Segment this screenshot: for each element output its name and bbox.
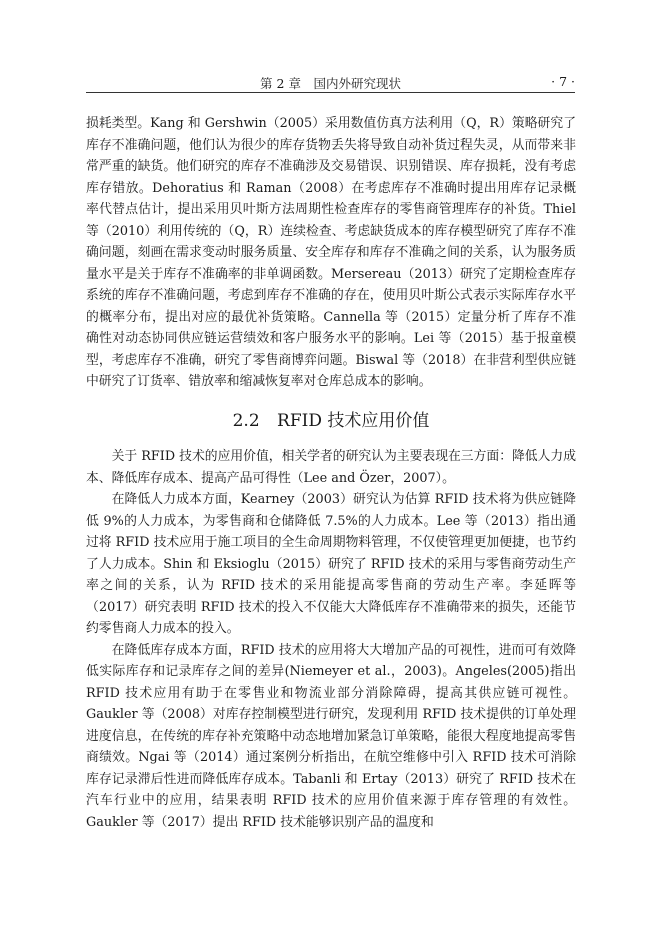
page-header [86, 72, 575, 94]
page-body [86, 113, 576, 833]
chapter-title: 第 2 章 国内外研究现状 [260, 76, 401, 91]
page-number: · 7 · [551, 74, 575, 89]
paragraph: 在降低人力成本方面，Kearney（2003）研究认为估算 RFID 技术将为供应链降低 9%的人力成本，为零售商和仓储降低 7.5%的人力成本。Lee 等（2013）指出通过将 RFID 技术应用于施工项目的全生命周期物料管理，不仅使管理更加便捷，也节约了人力成本。Shin 和 Eksioglu（2015）研究了 RFID 技术的采用与零售商劳动生产率之间的关系，认为 RFID 技术的采用能提高零售商的劳动生产率。李延晖等（2017）研究表明 RFID 技术的投入不仅能大大降低库存不准确带来的损失，还能节约零售商人力成本的投入。 [86, 492, 576, 636]
section-title: RFID 技术应用价值 [277, 410, 430, 431]
section-heading [86, 411, 576, 433]
paragraph: 在降低库存成本方面，RFID 技术的应用将大大增加产品的可视性，进而可有效降低实际库存和记录库存之间的差异(Niemeyer et al.，2003)。Angeles(2005)指出 RFID 技术应用有助于在零售业和物流业部分消除障碍，提高其供应链可视性。Gaukler 等（2008）对库存控制模型进行研究，发现利用 RFID 技术提供的订单处理进度信息，在传统的库存补充策略中动态地增加紧急订单策略，能很大程度地提高零售商绩效。Ngai 等（2014）通过案例分析指出，在航空维修中引入 RFID 技术可消除库存记录滞后性进而降低库存成本。Tabanli 和 Ertay（2013）研究了 RFID 技术在汽车行业中的应用，结果表明 RFID 技术的应用价值来源于库存管理的有效性。Gaukler 等（2017）提出 RFID 技术能够识别产品的温度和 [86, 642, 576, 830]
section-number: 2.2 [232, 410, 260, 431]
paragraph: 关于 RFID 技术的应用价值，相关学者的研究认为主要表现在三方面：降低人力成本、降低库存成本、提高产品可得性（Lee and Özer，2007）。 [86, 449, 576, 486]
paragraph: 损耗类型。Kang 和 Gershwin（2005）采用数值仿真方法利用（Q，R）策略研究了库存不准确问题，他们认为很少的库存货物丢失将导致自动补货过程失灵，从而带来非常严重的缺货。他们研究的库存不准确涉及交易错误、识别错误、库存损耗，没有考虑库存错放。Dehoratius 和 Raman（2008）在考虑库存不准确时提出用库存记录概率代替点估计，提出采用贝叶斯方法周期性检查库存的零售商管理库存的补货。Thiel 等（2010）利用传统的（Q，R）连续检查、考虑缺货成本的库存模型研究了库存不准确问题，刻画在需求变动时服务质量、安全库存和库存不准确之间的关系，认为服务质量水平是关于库存不准确率的非单调函数。Mersereau（2013）研究了定期检查库存系统的库存不准确问题，考虑到库存不准确的存在，使用贝叶斯公式表示实际库存水平的概率分布，提出对应的最优补货策略。Cannella 等（2015）定量分析了库存不准确性对动态协同供应链运营绩效和客户服务水平的影响。Lei 等（2015）基于报童模型，考虑库存不准确，研究了零售商博弈问题。Biswal 等（2018）在非营利型供应链中研究了订货率、错放率和缩减恢复率对仓库总成本的影响。 [86, 116, 576, 389]
header-rule [86, 92, 575, 93]
